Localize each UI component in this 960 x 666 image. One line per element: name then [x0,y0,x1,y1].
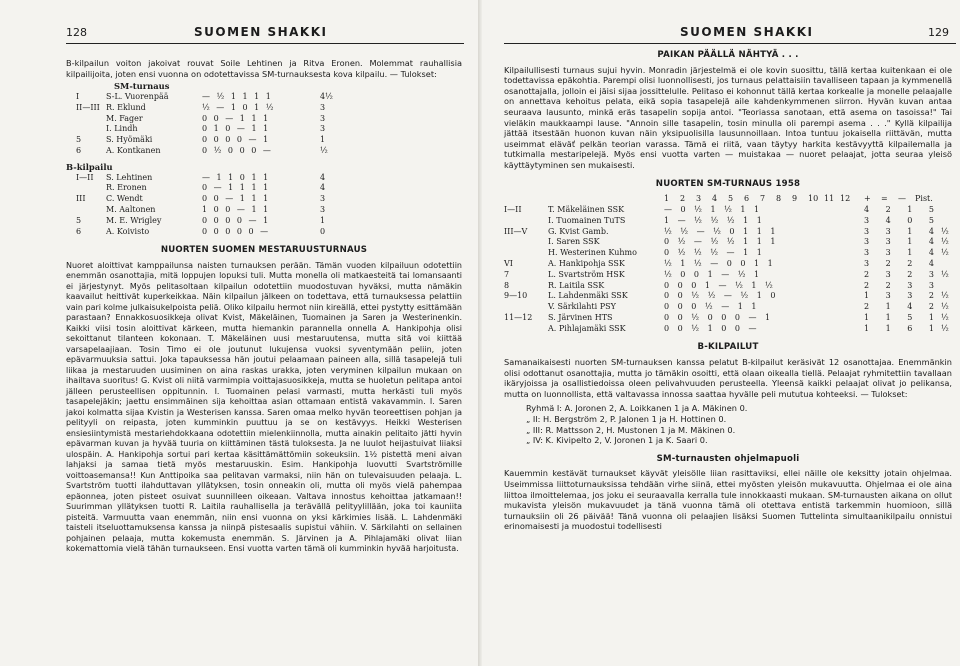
group-result-line: „ II: H. Bergström 2, P. Jalonen 1 ja H. Hottinen 0. [526,414,727,425]
game-results: ½ 1 ½ — 0 0 1 1 [664,258,776,268]
game-results: 0 0 ½ 0 0 0 — 1 [664,312,774,322]
group-result-line: „ III: R. Mattsson 2, H. Mustonen 1 ja M. Mäkinen 0. [526,424,736,435]
game-results: ½ — 1 0 1 ½ [202,102,276,112]
game-results: 1 0 0 — 1 1 [202,204,271,214]
table-row [76,205,462,216]
heading-paikan-paalla: PAIKAN PÄÄLLÄ NÄHTYÄ . . . [657,50,799,60]
table-row [504,237,956,248]
game-results: 0 0 0 0 — 1 [202,215,271,225]
column-header: = [881,194,888,204]
running-header [66,24,464,42]
player-name: G. Kvist Gamb. [548,226,609,236]
column-header: 10 [808,194,819,204]
player-name: M. Fager [106,113,143,123]
table-row [504,302,956,313]
heading-ohjelmapuoli: SM-turnausten ohjelmapuoli [656,453,800,464]
score-stats: 3 3 1 4½ [864,237,956,247]
heading-nuorten-sm: NUORTEN SM-TURNAUS 1958 [655,178,801,189]
group-results [504,403,952,445]
page-number: 128 [66,26,87,39]
game-results: 0 0 ½ 1 0 0 — [664,323,760,333]
row-rank: 11—12 [504,312,533,322]
total-points: 1 [320,215,326,225]
section-heading: NUORTEN SUOMEN MESTARUUSTURNAUS [160,245,368,256]
row-rank: VI [504,258,513,268]
player-name: A. Hankipohja SSK [548,258,625,268]
column-header: 2 [680,194,686,204]
table-row [504,269,956,281]
group-result-line: „ IV: K. Kivipelto 2, V. Joronen 1 ja K. Saari 0. [526,435,708,446]
score-stats: 1 1 6 1½ [864,323,956,333]
column-header: 9 [792,194,798,204]
total-points: 3 [320,124,326,134]
row-rank: III—V [504,226,528,236]
paragraph-b-kilpailut: Samanaikaisesti nuorten SM-turnauksen kanssa pelatut B-kilpailut keräsivät 12 osanottajaa. Enemmänkin olisi odottanut osanottajia, mutta jo tämäkin osoitti, että olaan oikealla tiellä. Pelaajat ryhmitettiin tavallaan ikäryjoissa ja osallistiedoissa oleen pelivahvuuden perusteella. Yleensä kaikki pelaajat olivat jo pelikansa, mutta on luonnollista, että valtavassa innossa saattaa hyvälle peli mututua kohteeksi. — Tulokset: [504,357,952,399]
game-results: 0 — 1 1 1 1 [202,183,271,193]
player-name: V. Särkilahti PSY [548,302,616,312]
table-row [76,216,462,227]
paragraph-ohjelmapuoli: Kauemmin kestävät turnaukset käyvät yleisölle liian rasittaviksi, ellei näille ole keksitty jotain ohjelmaa. Useimmissa liittoturnauksissa tehdään virhe siinä, ettei myösten yleisön mukavuutta. Ohjelmaa ei ole aina liittoa ilmoittelemaa, jos joku ei seuraavalla kerralla tule innokkaasti mukaan. SM-turnausten aikana on ollut mukavista yleisön mukavuudet ja tänä vuonna tämä oli otettava entistä tarkemmin huomioon, sillä turnauksiin oli 26 päivää! Tänä vuonna oli pelaajien lisäksi Suomen Tuttelinta simultaanikilpailu onnistui erinomaisesti ja muodostui todellisesti [504,468,952,532]
player-name: S. Hyömäki [106,135,153,145]
game-results: 0 ½ 0 0 0 — [202,145,273,155]
total-points: 0 [320,226,326,236]
table-row [76,135,462,146]
game-results: 0 0 — 1 1 1 [202,113,271,123]
right-column [504,50,956,532]
group-label: SM-turnaus [114,81,170,92]
total-points: 4 [320,172,326,182]
game-results: 0 0 — 1 1 1 [202,194,271,204]
total-points: 3 [320,113,326,123]
row-rank: 6 [76,226,82,236]
score-stats: 3 3 1 4½ [864,248,956,258]
table-row [504,291,956,302]
table-row [76,194,462,205]
player-name: I. Tuomainen TuTS [548,215,626,225]
table-row [76,114,462,125]
right-page [482,0,960,666]
row-rank: I—II [504,204,522,214]
row-rank: 8 [504,280,510,290]
group-result-line: Ryhmä I: A. Joronen 2, A. Loikkanen 1 ja A. Mäkinen 0. [526,403,748,414]
page-number: 129 [928,26,949,39]
results-tables [66,81,462,237]
player-name: I. Lindh [106,124,138,134]
table-row [504,216,952,227]
table-row [76,146,462,157]
intro-paragraph: B-kilpailun voiton jakoivat rouvat Soile Lehtinen ja Ritva Eronen. Molemmat rauhallisia kilpailijoita, joten ensi vuonna on odotettavissa SM-turnauksesta kova kilpailu. — Tulokset: [66,58,462,79]
total-points: 4 [320,183,326,193]
table-row [504,259,952,270]
table-row [504,205,952,216]
score-stats: 4 2 1 5 [864,204,941,214]
running-header [504,24,956,42]
player-name: M. E. Wrigley [106,215,162,225]
column-header: 6 [744,194,750,204]
column-header: 4 [712,194,718,204]
column-header: 7 [760,194,766,204]
player-name: T. Mäkeläinen SSK [548,204,625,214]
heading-b-kilpailut: B-KILPAILUT [697,342,759,353]
crosstable [504,194,956,334]
player-name: H. Westerinen Kuhmo [548,248,637,258]
header-rule [504,43,956,44]
total-points: 3 [320,102,326,112]
player-name: A. Pihlajamäki SSK [548,323,626,333]
score-stats: 3 2 2 4 [864,258,941,268]
game-results: 0 0 0 1 — ½ 1 ½ [664,280,776,290]
table-row [504,323,956,335]
row-rank: I—II [76,172,94,182]
score-stats: 1 3 3 2½ [864,291,956,301]
table-row [504,281,952,292]
group-label: B-kilpailu [66,161,113,172]
player-name: R. Eronen [106,183,147,193]
player-name: A. Kontkanen [106,145,161,155]
header-rule [66,43,464,44]
score-stats: 2 3 2 3½ [864,269,956,279]
column-header: — [898,194,906,204]
game-results: 0 ½ — ½ ½ 1 1 1 [664,237,779,247]
table-row [504,248,956,259]
column-header: Pist. [915,194,933,204]
game-results: 0 0 ½ ½ — ½ 1 0 [664,291,779,301]
game-results: — 0 ½ 1 ½ 1 1 [664,204,763,214]
table-row [76,103,462,114]
table-row [76,183,462,194]
total-points: 3 [320,204,326,214]
row-rank: 5 [76,135,82,145]
game-results: 0 ½ ½ ½ — 1 1 [664,248,765,258]
player-name: M. Aaltonen [106,204,156,214]
player-name: S. Lehtinen [106,172,153,182]
total-points: 3 [320,194,326,204]
table-row [76,173,462,184]
player-name: A. Koivisto [106,226,150,236]
left-page [0,0,478,666]
table-row [76,124,462,135]
column-header: 11 [824,194,835,204]
score-stats: 3 4 0 5 [864,215,941,225]
column-header: 12 [840,194,851,204]
column-header: 8 [776,194,782,204]
column-header: 3 [696,194,702,204]
column-header: 5 [728,194,734,204]
total-points: ½ [320,145,328,155]
game-results: — ½ 1 1 1 1 [202,91,273,101]
table-row [76,92,462,103]
paragraph-turnaus: Kilpailullisesti turnaus sujui hyvin. Monradin järjestelmä ei ole kovin suosittu, tällä kertaa kuitenkaan ei ole todettavissa epäkohtia. Parempi olisi luonnollisesti, jos turnaus pelattaisiin tavalliseen tapaan ja kymmenellä osanottajalla, jolloin ei jäisi sijaa jossittelulle. Pelitaso ei kohonnut tällä kertaa korkealle ja monelle pelaajalle on annettava kehoitus pelata, eikä sopia tasapelejä aile kahdenkymmenen siirron. Hyvän kuvan antaa seuraava lausunto, minkä eräs tasapelin sopija antoi. "Teoriassa sanotaan, että asema on tasoissa!" Tai vieläkin maukkaampi lause. "Annoin sille tasapelin, tosin minulla oli parempi asema . . ." Kyllä kilpailija jättää itsestään huonon kuvan näin yksipuolisilla lausunnoillaan. Intoa tuntuu jokaisella riittävän, mutta useimmat eläväť pelkän teorian varassa. Tämä ei riitä, vaan täytyy harkita kestävyyttä kilpailemalla ja tutkimalla mestaripelejä. Myös ensi vuotta varten — muistakaa — nuoret pelaajat, jotta seuraa yleisö käyttäytyminen sen mukaisesti. [504,64,952,170]
row-rank: I [76,91,80,101]
score-stats: 2 2 3 3 [864,280,941,290]
game-results: 0 1 0 — 1 1 [202,124,271,134]
game-results: 0 0 0 ½ — 1 1 [664,302,760,312]
row-rank: 7 [504,269,510,279]
game-results: 0 0 0 0 0 — [202,226,271,236]
score-stats: 2 1 4 2½ [864,302,956,312]
player-name: C. Wendt [106,194,143,204]
player-name: S. Järvinen HTS [548,312,613,322]
table-row [504,312,956,324]
row-rank: 6 [76,145,82,155]
game-results: 1 — ½ ½ ½ 1 1 [664,215,765,225]
score-stats: 1 1 5 1½ [864,312,956,322]
player-name: R. Laitila SSK [548,280,605,290]
column-header: 1 [664,194,670,204]
total-points: 4½ [320,91,333,101]
row-rank: 5 [76,215,82,225]
row-rank: III [76,194,86,204]
game-results: ½ 0 0 1 — ½ 1 [664,269,763,279]
running-title: SUOMEN SHAKKI [194,25,328,39]
running-title: SUOMEN SHAKKI [680,25,814,39]
score-stats: 3 3 1 4½ [864,226,956,236]
column-header: + [864,194,871,204]
table-header-row [504,194,952,205]
total-points: 1 [320,135,326,145]
left-column [66,58,462,555]
game-results: 0 0 0 0 — 1 [202,135,271,145]
section-text: Nuoret aloittivat kamppailunsa naisten turnauksen perään. Tämän vuoden kilpailuun odotettiin enemmän osanottajia, mitä loppujen lopuksi tuli. Mutta monella oli matkaesteitä tai lomansaanti ei järjestynyt. Myös pelitasoltaan kilpailun odotettiin muodostuvan hyväksi, mutta nämäkin kaavailut heittivät kuperkeikkaa. Näin kilpailun jälkeen on todettava, että turnauksessa pelattiin vain pari kolme julkaisukelpoista peliä. Oliko kilpailu hermot niin kireällä, ettei pystytty esittämään parastaan? Ennakkosuosikkeja olivat Kvist, Mäkeläinen, Tuomainen ja Saren ja Westerinenkin. Kaikki viisi tosin aloittivat kärkeen, mutta hiemankin parannella onnella A. Hankipohja olisi sekoittanut tilanteen kokonaan. T. Mäkeläinen uusi mestaruutensa, mutta sitä voi kiittää varsapelaajiaan. Tosin Timo ei ole joutunut lukujensa vuoksi syventymään peliin, joten epävarmuuksia sattui. Joka tapauksessa hän joutui pelaamaan paineen alla, sillä tasapelejä tuli liikaa ja mestaruuden uusiminen on aina raskas urakka, joten veryminen kilpailun mukaan on ihailtava suoritus! G. Kvist oli niitä varmimpia voittajasuosikkeja, mutta se huoletun pelitapa antoi jälleen perusteellisen oppitunnin. I. Tuomainen pelasi varmasti, mutta herkästi tuli myös tasapelejäkin; jaettu ensimmäinen sija kehoittaa asian ottamaan entistä vakavammin. I. Saren jakoi kolmatta sijaa Kvistin ja Westerisen kanssa. Saren omaa melko hyvän teoreettisen pohjan ja pelityyli on reipasta, joten kumminkin puuttuu ja se on kestävyys. Heikki Westerisen ensiesiintymistä mestariehdokkaana odotettiin mielenkiinnolla, mutta ainakin pelitaito jätti hyvin epävarman kuvan ja hyvää tuuria on kiittäminen tästä tuloksesta. Ja ne luulot heijastuivat liiaksi ulospäin. A. Hankipohja sortui pari kertaa käsittämättömiin sokeuksiin. 1½ pistettä meni aivan lahjaksi ja samaa tietä myös mestaruuskin. Esim. Hankipohja luovutti Svartströmille voittoasemansa!! Kun Anttipoika saa pelitavan varmaksi, niin hän on tulevaisuuden pelaaja. L. Svartström tuotti ilahduttavan yllätyksen, tosin onneakin oli, mutta oli myös vielä pahempaa epäonnea, joten pisteet osuivat suunnilleen oikeaan. Valtava innostus kehoittaa jatkamaan!! Suurimman yllätyksen tuotti R. Laitila rauhallisella ja terävällä pelityylillään, joka toi kauniita pisteitä. Varmuutta vaan enemmän, niin ensi vuonna on yksi kärkimies lisää. L. Lahdenmäki taisteli itseluottamuksensa kanssa ja niinpä pistesaalis supistui vähiin. V. Särkilahti on sellainen pohjainen pelaaja, mutta kokemusta enemmän. S. Järvinen ja A. Pihlajamäki olivat liian kokemattomia vielä tähän turnaukseen. Ensi vuotta varten tämä oli kumminkin hyvää harjoitusta. [66,260,462,554]
row-rank: II—III [76,102,100,112]
game-results: — 1 1 0 1 1 [202,172,271,182]
game-results: ½ ½ — ½ 0 1 1 1 [664,226,779,236]
table-row [76,227,462,238]
player-name: R. Eklund [106,102,146,112]
player-name: L. Svartström HSK [548,269,625,279]
player-name: I. Saren SSK [548,237,600,247]
table-row [504,226,956,238]
player-name: L. Lahdenmäki SSK [548,291,628,301]
player-name: S-L. Vuorenpää [106,91,169,101]
row-rank: 9—10 [504,291,528,301]
